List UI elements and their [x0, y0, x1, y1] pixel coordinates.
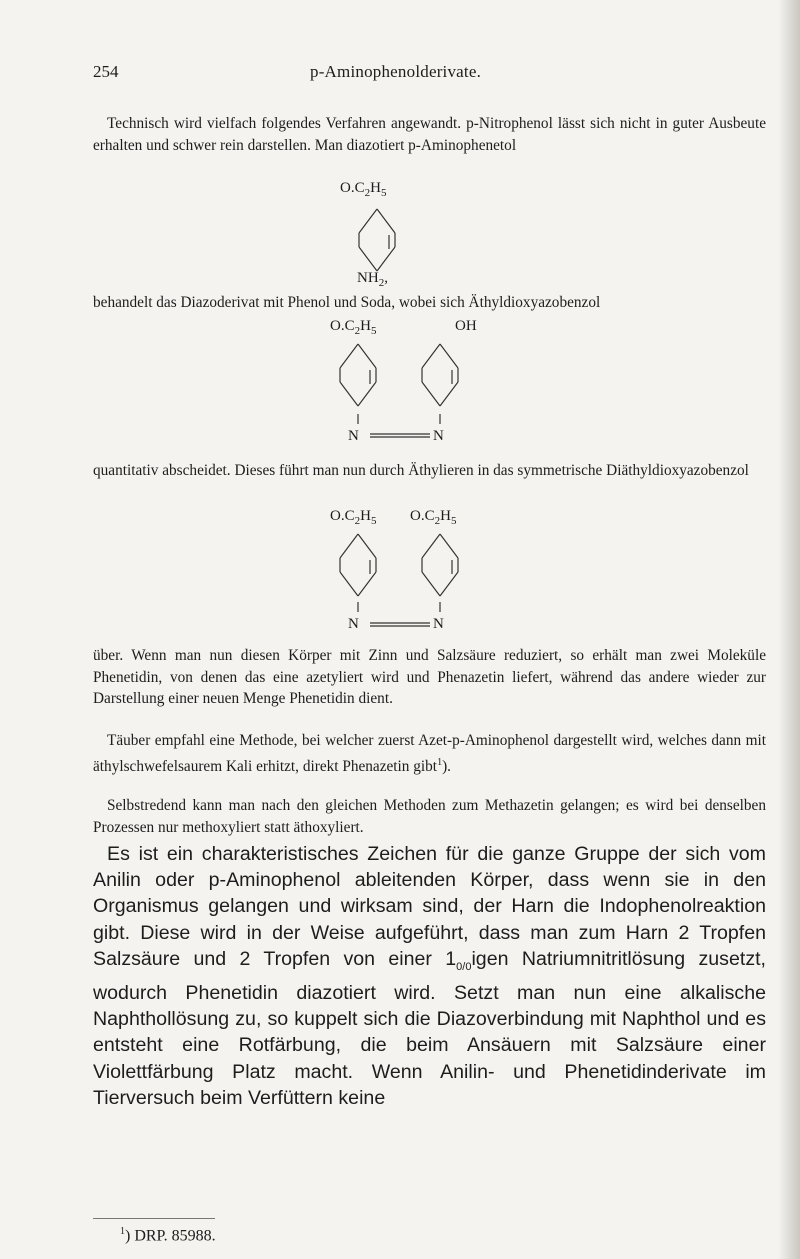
formula-2-right-top-label: OH: [455, 318, 477, 334]
page-edge-shadow: [778, 0, 800, 1259]
paragraph-2: behandelt das Diazoderivat mit Phenol und Soda, wobei sich Äthyldioxyazobenzol: [93, 294, 601, 311]
paragraph-5: [93, 730, 766, 777]
running-head: p-Aminophenolderivate.: [310, 62, 482, 81]
footnote-rule: [93, 1218, 215, 1219]
formula-2-bridge-left: N: [348, 428, 359, 444]
formula-1-benzene-ring: [355, 205, 415, 275]
formula-3-bridge-right: N: [433, 616, 444, 632]
percent-sign: 0/0: [456, 960, 472, 973]
paragraph-7-text-b: igen Natriumnitritlösung zusetzt, wodurch Phenetidin diazotiert wird. Setzt man nun eine alkalische Naphthollösung zu, so kuppelt sich die Diazoverbindung mit Naphthol und es entsteht eine Rotfärbung, die beim Ansäuern mit Salzsäure einer Violettfärbung Platz macht. Wenn Anilin- und Phenetidinderivate im Tierversuch beim Verfüttern keine: [93, 947, 766, 1109]
footnote: [120, 1226, 216, 1245]
formula-1-top-label: $O.C_2H_5$: [340, 180, 387, 199]
formula-2-bridge-right: N: [433, 428, 444, 444]
paragraph-4: über. Wenn man nun diesen Körper mit Zinn und Salzsäure reduziert, so erhält man zwei Moleküle Phenetidin, von denen das eine azetyliert wird und Phenazetin liefert, während das andere wieder zur Darstellung einer neuen Menge Phenetidin dient.: [93, 647, 766, 708]
footnote-reference: 1: [437, 756, 443, 768]
paragraph-1: Technisch wird vielfach folgendes Verfahren angewandt. p-Nitrophenol lässt sich nicht in guter Ausbeute erhalten und schwer rein darstellen. Man diazotiert p-Aminophenetol: [93, 115, 766, 154]
formula-2-left-top-label: $O.C_2H_5$: [330, 318, 377, 337]
formula-3-bridge-left: N: [348, 616, 359, 632]
page-header: [0, 62, 800, 86]
paragraph-3: quantitativ abscheidet. Dieses führt man nun durch Äthylieren in das symmetrische Diäthyldioxyazobenzol: [93, 462, 749, 479]
paragraph-7: [93, 841, 766, 1111]
paragraph-5-text: Täuber empfahl eine Methode, bei welcher zuerst Azet-p-Aminophenol dargestellt wird, welches dann mit äthylschwefelsaurem Kali erhitzt, direkt Phenazetin gibt: [93, 732, 766, 775]
paragraph-5-end: ).: [442, 757, 451, 775]
footnote-marker: 1: [120, 1226, 125, 1237]
formula-3-left-top-label: $O.C_2H_5$: [330, 508, 377, 527]
paragraph-6: Selbstredend kann man nach den gleichen Methoden zum Methazetin gelangen; es wird bei denselben Prozessen nur methoxyliert statt äthoxyliert.: [93, 797, 766, 836]
formula-3-right-top-label: $O.C_2H_5$: [410, 508, 457, 527]
paragraph-7-text-a: Es ist ein charakteristisches Zeichen für die ganze Gruppe der sich vom Anilin oder p-Aminophenol ableitenden Körper, dass wenn sie in den Organismus gelangen und wirksam sind, der Harn die Indophenolreaktion gibt. Diese wird in der Weise aufgeführt, dass man zum Harn 2 Tropfen Salzsäure und 2 Tropfen von einer 1: [93, 843, 766, 970]
page-number: 254: [93, 62, 119, 81]
footnote-text: ) DRP. 85988.: [125, 1227, 216, 1245]
formula-1-bottom-label: $NH_2$,: [357, 270, 388, 289]
